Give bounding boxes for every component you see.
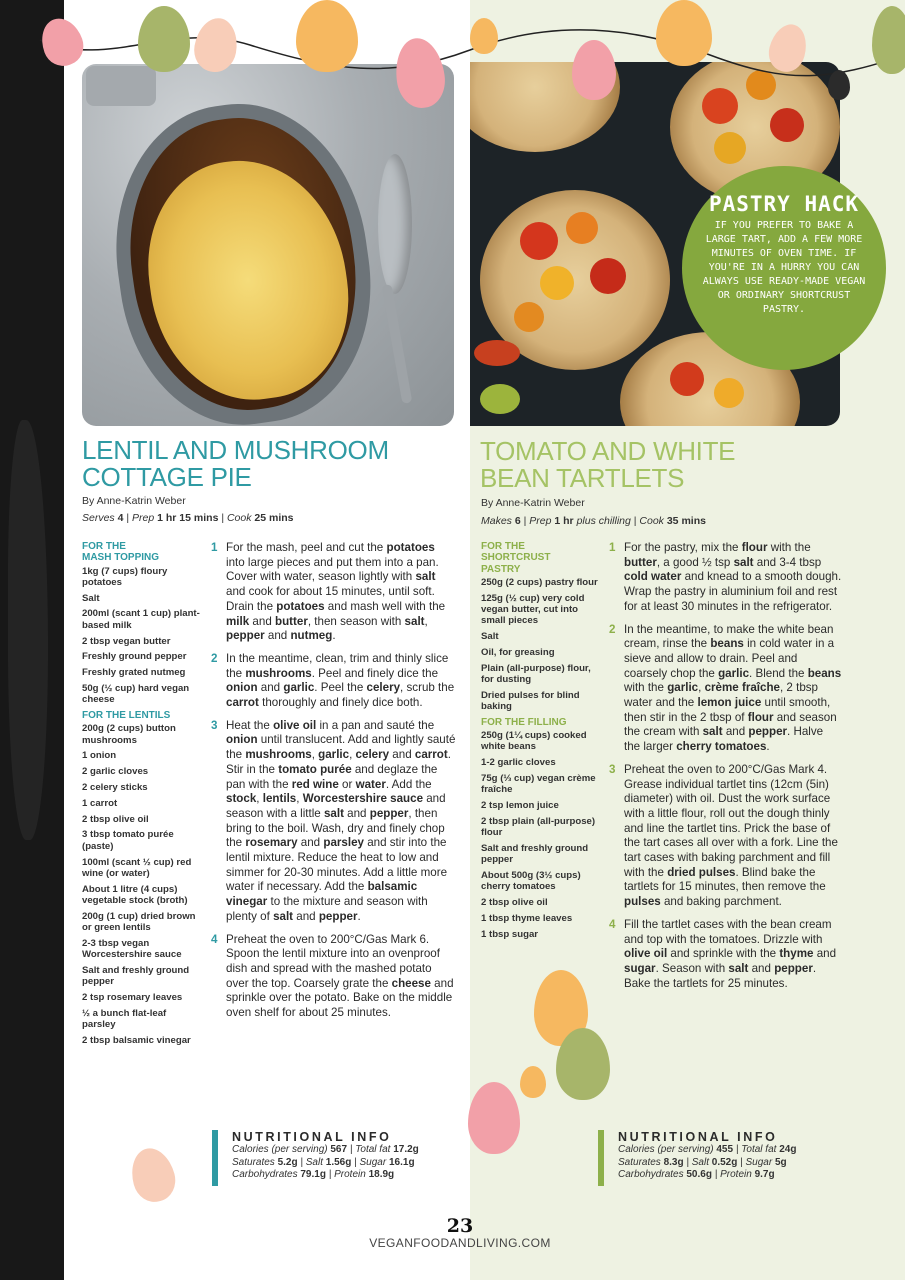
method-step	[609, 918, 842, 992]
ingredient-item: Dried pulses for blind baking	[481, 689, 580, 713]
highlighted-ingredient: red wine	[291, 777, 339, 791]
cook-value: 35 mins	[666, 515, 706, 527]
ingredient-item: 2 tbsp olive oil	[82, 813, 149, 825]
highlighted-ingredient: olive oil	[624, 947, 668, 961]
carbohydrates-label: Carbohydrates	[232, 1169, 298, 1180]
step-text	[226, 933, 454, 1020]
step-text-fragment: and	[389, 748, 415, 762]
heading-line: FOR THE	[481, 541, 525, 552]
step-number: 2	[609, 622, 616, 636]
ingredient-item: 3 tbsp tomato purée (paste)	[82, 829, 174, 852]
nutrition-line: Saturates 5.2g | Salt 1.56g | Sugar 16.1g	[232, 1156, 415, 1168]
step-text-fragment: in cold water in a sieve and allow to drain. Peel and coarsely chop the	[624, 637, 835, 680]
step-number: 1	[609, 541, 616, 554]
step-text-fragment: ,	[424, 614, 428, 628]
step-text-fragment: . Blend the	[749, 666, 808, 680]
step-text	[624, 623, 841, 754]
highlighted-ingredient: onion	[226, 681, 258, 695]
highlighted-ingredient: dried pulses	[667, 865, 736, 879]
method-step	[211, 541, 456, 644]
nutrition-title: NUTRITIONAL INFO	[618, 1130, 778, 1144]
ingredient-item: 2-3 tbsp vegan Worcestershire sauce	[82, 937, 182, 961]
ingredient-item: 50g (½ cup) hard vegan cheese	[82, 682, 190, 706]
fat-value: 24g	[779, 1144, 797, 1155]
step-text-fragment: Fill the tartlet cases with the bean cream and top with the tomatoes. Drizzle with	[624, 917, 832, 946]
step-text-fragment: . Peel and finely dice the	[311, 666, 439, 680]
step-text-fragment: and sprinkle with the	[667, 947, 780, 961]
step-text-fragment: and	[249, 614, 275, 628]
nutrition-title: NUTRITIONAL INFO	[232, 1130, 392, 1144]
nutrition-line: Saturates 8.3g | Salt 0.52g | Sugar 5g	[618, 1156, 787, 1168]
highlighted-ingredient: salt	[728, 961, 749, 975]
prep-value: 1 hr	[554, 515, 574, 527]
fat-value: 17.2g	[393, 1144, 419, 1155]
highlighted-ingredient: pepper	[748, 725, 788, 739]
tart-method	[609, 541, 842, 999]
highlighted-ingredient: Worcestershire sauce	[302, 792, 424, 806]
ingredient-item: Freshly grated nutmeg	[82, 667, 186, 679]
ingredient-item: 100ml (scant ½ cup) red wine (or water)	[82, 856, 192, 879]
sugar-value: 16.1g	[388, 1156, 415, 1168]
pie-ingredients	[82, 541, 200, 1051]
pie-meta: Serves 4 | Prep 1 hr 15 mins | Cook 25 mins	[82, 512, 294, 524]
ingredient-item: 2 tbsp olive oil	[481, 897, 548, 909]
ingredient-item: 2 tbsp balsamic vinegar	[82, 1034, 191, 1046]
decorative-egg-icon	[470, 18, 498, 54]
calories-label: Calories (per serving)	[618, 1144, 714, 1155]
ingredient-item: 1 carrot	[82, 797, 118, 809]
cook-value: 25 mins	[254, 512, 294, 524]
highlighted-ingredient: celery	[366, 681, 401, 695]
step-number: 3	[609, 762, 616, 776]
ingredient-item: 2 tsp lemon juice	[481, 800, 559, 812]
website-url: VEGANFOODANDLIVING.COM	[369, 1236, 551, 1250]
cherry-tomato-image	[714, 378, 744, 408]
cottage-pie-photo	[82, 64, 454, 426]
step-text-fragment: and	[813, 947, 837, 961]
pastry-hack-badge	[682, 166, 886, 370]
method-step	[211, 652, 456, 711]
page-footer	[300, 1216, 620, 1250]
highlighted-ingredient: potatoes	[276, 599, 325, 613]
step-text-fragment: In the meantime, to make the white bean cream, rinse the	[624, 622, 834, 651]
highlighted-ingredient: beans	[710, 637, 744, 651]
ingredient-item: Salt	[82, 592, 100, 604]
tart-meta: Makes 6 | Prep 1 hr plus chilling | Cook 35 mins	[481, 515, 706, 527]
heading-line: FOR THE	[82, 541, 126, 552]
ingredient-item: 1 tbsp sugar	[481, 928, 539, 940]
step-number: 3	[211, 718, 218, 732]
heading-line: PASTRY	[481, 563, 521, 575]
ingredients-heading	[82, 541, 200, 564]
highlighted-ingredient: lentils	[262, 792, 297, 806]
sugar-label: Sugar	[745, 1156, 773, 1168]
highlighted-ingredient: salt	[273, 909, 294, 923]
highlighted-ingredient: garlic	[318, 748, 350, 762]
carbohydrates-value: 50.6g	[686, 1169, 712, 1180]
highlighted-ingredient: crème fraîche	[704, 681, 780, 695]
carbohydrates-label: Carbohydrates	[618, 1169, 684, 1180]
highlighted-ingredient: lemon juice	[697, 696, 762, 710]
highlighted-ingredient: olive oil	[273, 718, 317, 732]
step-text-fragment: and	[722, 725, 749, 739]
prep-extra: plus chilling	[576, 515, 631, 527]
step-number: 1	[211, 541, 218, 554]
step-text-fragment: with the	[767, 541, 811, 554]
step-text-fragment: . Season with	[655, 961, 729, 975]
step-text-fragment: ,	[296, 792, 303, 806]
ingredient-item: Oil, for greasing	[481, 646, 555, 658]
cherry-tomato-image	[714, 132, 746, 164]
saturates-value: 8.3g	[663, 1156, 684, 1168]
step-text-fragment: For the mash, peel and cut the	[226, 541, 387, 554]
tart-title-line2: BEAN TARTLETS	[480, 463, 685, 493]
step-text-fragment: . Add the	[385, 777, 432, 791]
ingredient-item: 2 tbsp plain (all-purpose) flour	[481, 815, 596, 839]
method-step	[211, 933, 456, 1021]
pie-byline: By Anne-Katrin Weber	[82, 495, 186, 507]
pie-recipe-title	[82, 437, 452, 491]
serves-label: Serves	[82, 512, 115, 524]
tart-recipe-title	[480, 438, 840, 492]
ingredient-item: 200g (2 cups) button mushrooms	[82, 723, 176, 746]
cherry-tomato-image	[514, 302, 544, 332]
step-text-fragment: and	[264, 629, 291, 643]
mash-ingredient-list	[82, 566, 200, 706]
step-text-fragment: , then season with	[307, 614, 405, 628]
pie-nutritional-info	[212, 1130, 457, 1186]
decorative-egg-icon	[572, 40, 616, 100]
nutrition-line: Calories (per serving) 567 | Total fat 17.2g	[232, 1144, 419, 1155]
step-text-fragment: , a good ½ tsp	[656, 555, 734, 569]
step-text-fragment: and	[257, 681, 284, 695]
step-text-fragment: ,	[349, 748, 356, 762]
highlighted-ingredient: carrot	[226, 696, 259, 710]
ingredient-item: Plain (all-purpose) flour, for dusting	[481, 662, 591, 685]
salt-label: Salt	[305, 1156, 323, 1168]
pastry-hack-title: PASTRY HACK	[708, 192, 860, 216]
ingredient-item: About 500g (3½ cups) cherry tomatoes	[481, 870, 581, 893]
highlighted-ingredient: water	[355, 777, 386, 791]
step-text-fragment: until translucent. Add and lightly sauté the	[226, 733, 456, 762]
heading-line: SHORTCRUST	[481, 552, 551, 564]
cherry-tomato-image	[670, 362, 704, 396]
step-text-fragment: . Stir in the	[226, 748, 451, 776]
tart-nutritional-info	[598, 1130, 843, 1186]
step-text-fragment: ,	[698, 681, 705, 695]
calories-label: Calories (per serving)	[232, 1144, 328, 1155]
nutrition-line: Carbohydrates 79.1g | Protein 18.9g	[232, 1169, 395, 1180]
ingredient-item: 200ml (scant 1 cup) plant-based milk	[82, 608, 200, 631]
tart-title-line1: TOMATO AND WHITE	[480, 436, 736, 466]
step-text-fragment: Heat the	[226, 718, 274, 732]
saturates-label: Saturates	[618, 1156, 661, 1168]
ingredients-heading: FOR THE LENTILS	[82, 710, 171, 722]
highlighted-ingredient: potatoes	[386, 541, 435, 554]
step-text-fragment: . Halve the larger	[624, 725, 824, 754]
highlighted-ingredient: salt	[415, 570, 436, 584]
step-text-fragment: and	[343, 806, 370, 820]
pie-title-line2: COTTAGE PIE	[82, 462, 252, 492]
highlighted-ingredient: garlic	[283, 681, 315, 695]
highlighted-ingredient: pepper	[369, 806, 409, 820]
ingredient-item: Freshly ground pepper	[82, 651, 187, 663]
protein-value: 18.9g	[368, 1169, 395, 1180]
highlighted-ingredient: tomato purée	[278, 762, 352, 776]
step-text-fragment: and	[297, 836, 324, 850]
cherry-tomato-image	[474, 340, 520, 366]
highlighted-ingredient: parsley	[323, 836, 364, 850]
ingredient-item: 1 onion	[82, 750, 117, 762]
step-text-fragment: and stir into the lentil mixture. Reduce the heat to low and simmer for 20-30 minutes. Add a little more water if necessary. Add the	[226, 836, 448, 894]
prep-value: 1 hr 15 mins	[157, 512, 219, 524]
step-text-fragment: and season the cream with	[624, 710, 837, 739]
highlighted-ingredient: garlic	[667, 681, 699, 695]
carbohydrates-value: 79.1g	[300, 1169, 326, 1180]
nutrition-line: Carbohydrates 50.6g | Protein 9.7g	[618, 1169, 775, 1180]
cook-label: Cook	[226, 512, 252, 524]
ingredient-item: ½ a bunch flat-leaf parsley	[82, 1007, 167, 1031]
page-gutter-shadow	[0, 0, 64, 1280]
cook-label: Cook	[639, 515, 664, 527]
step-number: 4	[211, 932, 218, 946]
step-text-fragment: , scrub the	[400, 681, 455, 695]
sugar-value: 5g	[774, 1156, 787, 1168]
step-text	[624, 918, 836, 990]
highlighted-ingredient: cold water	[624, 570, 682, 584]
step-text-fragment: and knead to a smooth dough. Wrap the pastry in aluminium foil and rest for at least 30 minutes in the refrigerator.	[624, 570, 842, 613]
ingredient-item: 2 tbsp vegan butter	[82, 635, 171, 647]
method-step	[609, 623, 842, 755]
cherry-tomato-image	[702, 88, 738, 124]
ingredient-item: 200g (1 cup) dried brown or green lentils	[82, 910, 196, 934]
pastry-hack-body: IF YOU PREFER TO BAKE A LARGE TART, ADD A FEW MORE MINUTES OF OVEN TIME. IF YOU'RE IN A HURRY YOU CAN ALWAYS USE READY-MADE VEGAN OR ORDINARY SHORTCRUST PASTRY.	[702, 220, 866, 315]
pie-method	[211, 541, 456, 1029]
sugar-label: Sugar	[359, 1156, 387, 1168]
step-text-fragment: and	[293, 909, 319, 923]
ingredient-item: 1kg (7 cups) floury potatoes	[82, 565, 168, 588]
ingredient-item: About 1 litre (4 cups) vegetable stock (broth)	[82, 883, 188, 906]
pastry-ingredient-list	[481, 577, 599, 712]
step-text-fragment: , then bring to the boil. Wash, dry and finely chop the	[226, 806, 445, 850]
highlighted-ingredient: sugar	[624, 961, 656, 975]
highlighted-ingredient: milk	[226, 614, 250, 628]
highlighted-ingredient: celery	[355, 748, 390, 762]
highlighted-ingredient: balsamic vinegar	[226, 880, 418, 909]
step-text-fragment: and mash well with the	[324, 599, 446, 613]
saucepan-image	[86, 66, 156, 106]
highlighted-ingredient: pepper	[318, 909, 358, 923]
step-text-fragment: Preheat the oven to 200°C/Gas Mark 4. Grease individual tartlet tins (12cm (5in) diameter) with oil. Dust the work surface with a little flour, roll out the dough thinly and line the tartlet tins. Prick the base of the tart cases all over with a fork. Line the tart cases with baking parchment and fill with the	[624, 762, 838, 879]
ingredient-item: Salt	[481, 631, 499, 643]
highlighted-ingredient: salt	[733, 555, 754, 569]
step-text	[624, 541, 841, 613]
ingredients-heading: FOR THE FILLING	[481, 716, 567, 728]
step-text-fragment: in a pan and sauté the	[316, 718, 435, 732]
page-number: 23	[446, 1215, 474, 1237]
step-text	[226, 652, 454, 709]
makes-value: 6	[514, 515, 521, 527]
ingredient-item: Salt and freshly ground pepper	[82, 964, 190, 988]
spoon-handle-image	[382, 284, 413, 404]
highlighted-ingredient: pepper	[226, 629, 265, 643]
ingredient-item: 125g (½ cup) very cold vegan butter, cut into small pieces	[481, 592, 585, 627]
filling-ingredient-list	[481, 730, 599, 940]
calories-value: 567	[330, 1144, 348, 1155]
salt-value: 0.52g	[711, 1156, 738, 1168]
step-text-fragment: . Bake the tartlets for 25 minutes.	[624, 961, 817, 990]
step-text-fragment: or	[338, 777, 356, 791]
calories-value: 455	[716, 1144, 734, 1155]
nutrition-line: Calories (per serving) 455 | Total fat 24g	[618, 1144, 797, 1155]
step-text-fragment: ,	[311, 748, 319, 762]
method-step	[609, 763, 842, 910]
highlighted-ingredient: butter	[275, 614, 308, 628]
fat-label: Total fat	[355, 1144, 391, 1155]
step-number: 4	[609, 917, 616, 931]
pie-title-line1: LENTIL AND MUSHROOM	[82, 435, 389, 465]
step-number: 2	[211, 651, 218, 665]
highlighted-ingredient: carrot	[414, 748, 448, 762]
decorative-egg-icon	[520, 1066, 546, 1098]
decorative-egg-icon	[828, 70, 850, 100]
step-text-fragment: .	[766, 740, 770, 754]
highlighted-ingredient: butter	[624, 555, 657, 569]
highlighted-ingredient: pepper	[774, 961, 813, 975]
salt-value: 1.56g	[325, 1156, 352, 1168]
fat-label: Total fat	[741, 1144, 777, 1155]
serves-value: 4	[117, 512, 124, 524]
highlighted-ingredient: mushrooms	[245, 748, 312, 762]
highlighted-ingredient: rosemary	[245, 836, 298, 850]
cherry-tomato-image	[566, 212, 598, 244]
step-text-fragment: .	[332, 629, 336, 643]
ingredient-item: 250g (1¼ cups) cooked white beans	[481, 730, 587, 753]
serving-spoon-image	[378, 154, 412, 294]
step-text-fragment: ,	[256, 792, 263, 806]
saturates-label: Saturates	[232, 1156, 275, 1168]
highlighted-ingredient: onion	[226, 733, 258, 747]
lentil-ingredient-list	[82, 723, 200, 1046]
step-text-fragment: . Blind bake the tartlets for 15 minutes, then remove the	[624, 865, 826, 894]
step-text-fragment: thoroughly and finely dice both.	[258, 696, 423, 710]
ingredients-heading	[481, 541, 599, 575]
step-text-fragment: with the	[624, 681, 668, 695]
step-text-fragment: until smooth, then stir in the 2 tbsp of	[624, 696, 831, 724]
ingredient-item: 2 tsp rosemary leaves	[82, 992, 183, 1003]
step-text	[226, 719, 455, 923]
highlighted-ingredient: cheese	[391, 976, 431, 990]
step-text-fragment: Preheat the oven to 200°C/Gas Mark 6. Spoon the lentil mixture into an ovenproof dish and spread with the mashed potato over the top. Coarsely grate the	[226, 932, 440, 990]
highlighted-ingredient: stock	[226, 792, 257, 806]
tart-ingredients	[481, 541, 599, 945]
step-text-fragment: into large pieces and put them into a pan. Cover with water, season lightly with	[226, 555, 439, 584]
highlighted-ingredient: salt	[702, 725, 723, 739]
step-text-fragment: and season with a little	[226, 792, 446, 820]
method-step	[609, 541, 842, 615]
step-text-fragment: and sprinkle over the potato. Bake on the middle oven shelf for about 25 minutes.	[226, 976, 454, 1020]
saturates-value: 5.2g	[277, 1156, 298, 1168]
cherry-tomato-image	[770, 108, 804, 142]
highlighted-ingredient: beans	[807, 666, 842, 680]
protein-label: Protein	[334, 1169, 366, 1180]
ingredient-item: 75g (⅓ cup) vegan crème fraîche	[481, 773, 596, 796]
prep-label: Prep	[529, 515, 552, 527]
step-text-fragment: to the mixture and season with plenty of	[226, 895, 428, 923]
step-text-fragment: and	[748, 961, 775, 975]
highlighted-ingredient: garlic	[718, 666, 750, 680]
step-text-fragment: . Peel the	[314, 681, 367, 695]
highlighted-ingredient: salt	[404, 614, 425, 628]
makes-label: Makes	[481, 515, 512, 527]
highlighted-ingredient: cherry tomatoes	[676, 740, 767, 754]
highlighted-ingredient: nutmeg	[290, 629, 333, 643]
highlighted-ingredient: flour	[741, 541, 768, 554]
step-text-fragment: and baking parchment.	[660, 895, 782, 909]
highlighted-ingredient: salt	[323, 806, 344, 820]
ingredient-item: 1 tbsp thyme leaves	[481, 913, 573, 925]
highlighted-ingredient: pulses	[624, 895, 661, 909]
step-text-fragment: and deglaze the pan with the	[226, 762, 438, 791]
step-text-fragment: .	[357, 909, 361, 923]
protein-value: 9.7g	[754, 1169, 775, 1180]
ingredient-item: 250g (2 cups) pastry flour	[481, 576, 598, 588]
ingredient-item: Salt and freshly ground pepper	[481, 843, 589, 866]
step-text	[226, 541, 445, 642]
highlighted-ingredient: flour	[747, 710, 774, 724]
prep-label: Prep	[132, 512, 155, 524]
cherry-tomato-image	[746, 70, 776, 100]
step-text-fragment: For the pastry, mix the	[624, 541, 742, 554]
highlighted-ingredient: mushrooms	[245, 666, 312, 680]
heading-line: MASH TOPPING	[82, 552, 160, 564]
ingredient-item: 2 garlic cloves	[82, 766, 149, 778]
highlighted-ingredient: thyme	[779, 947, 814, 961]
cherry-tomato-image	[520, 222, 558, 260]
step-text-fragment: , 2 tbsp water and the	[624, 681, 819, 710]
step-text	[624, 763, 838, 908]
step-text-fragment: and 3-4 tbsp	[753, 555, 822, 569]
cherry-tomato-image	[480, 384, 520, 414]
salt-label: Salt	[691, 1156, 709, 1168]
ingredient-item: 2 celery sticks	[82, 782, 148, 794]
step-text-fragment: In the meantime, clean, trim and thinly slice the	[226, 651, 449, 680]
method-step	[211, 719, 456, 925]
cherry-tomato-image	[540, 266, 574, 300]
ingredient-item: 1-2 garlic cloves	[481, 757, 556, 769]
protein-label: Protein	[720, 1169, 752, 1180]
cherry-tomato-image	[590, 258, 626, 294]
step-text-fragment: and cook for about 15 minutes, until soft. Drain the	[226, 585, 435, 613]
tart-byline: By Anne-Katrin Weber	[481, 497, 585, 509]
